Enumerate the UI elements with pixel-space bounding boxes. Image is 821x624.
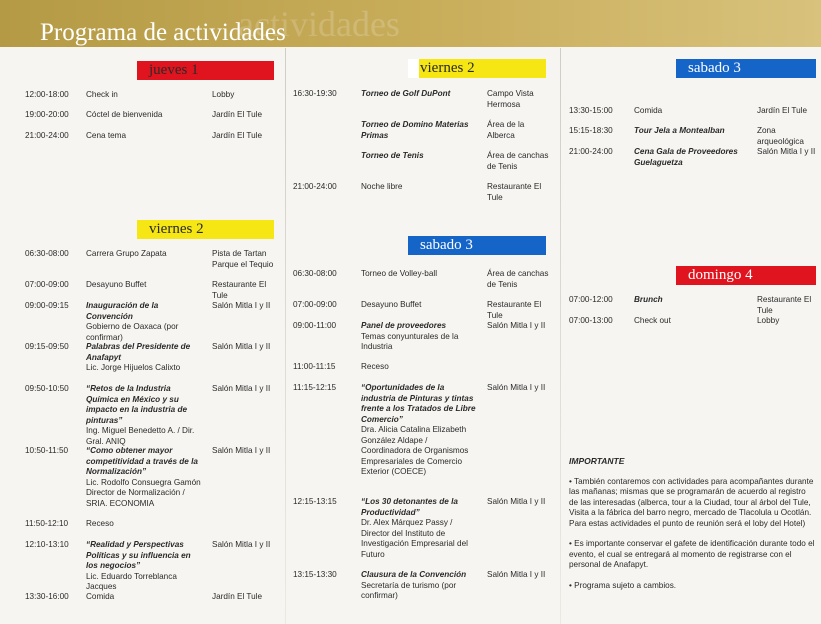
row-event: Desayuno Buffet (361, 300, 422, 309)
row-event (361, 570, 479, 602)
row-location: Restaurante El Tule (212, 280, 267, 300)
column-2 (293, 48, 555, 624)
row-location: Restaurante El Tule (487, 182, 542, 202)
event-detail: Gobierno de Oaxaca (por confirmar) (86, 322, 179, 342)
row-event: Cóctel de bienvenida (86, 110, 163, 119)
row-location: Jardín El Tule (212, 110, 263, 119)
row-event: Torneo de Volley-ball (361, 269, 438, 278)
row-time: 16:30-19:30 (293, 89, 337, 98)
row-time: 11:00-11:15 (293, 362, 336, 371)
row-event: Desayuno Buffet (86, 280, 147, 289)
day-label: viernes 2 (149, 221, 204, 237)
event-detail: Dra. Alicia Catalina Elizabeth González Aldape / Coordinadora de Organismos Empresariales de Comercio Exterior (COECE) (361, 425, 469, 476)
row-event: Cena tema (86, 131, 127, 140)
row-event: Receso (86, 519, 114, 528)
row-event: Noche libre (361, 182, 403, 191)
event-title: Cena Gala de Proveedores Guelaguetza (634, 147, 738, 167)
importante-bullet: • También contaremos con actividades para acompañantes durante las mañanas; mismas que se programarán de acuerdo al registro de las interesadas (alberca, tour a la Ciudad, tour al árbol del Tule, Visita a la fábrica del barro negro, mercado de Tlacolula u Ocotlán. Para estas actividades el punto de reunión será el loby del Hotel) (569, 476, 814, 528)
banner-ghost-text: actividades (238, 4, 400, 44)
row-event: Check in (86, 90, 118, 99)
importante-bullet: • Programa sujeto a cambios. (569, 580, 677, 590)
event-title: Tour Jela a Montealban (634, 126, 725, 135)
column-1 (25, 48, 277, 624)
row-time: 21:00-24:00 (293, 182, 337, 191)
row-event: Carrera Grupo Zapata (86, 249, 167, 258)
row-time: 13:15-13:30 (293, 570, 337, 579)
row-location: Restaurante El Tule (757, 295, 812, 315)
day-header-sabado (408, 236, 546, 255)
row-location: Restaurante El Tule (487, 300, 542, 320)
importante-title: IMPORTANTE (569, 456, 625, 466)
event-title: Brunch (634, 295, 663, 304)
row-location: Pista de Tartan Parque el Tequio (212, 249, 274, 269)
row-time: 21:00-24:00 (25, 131, 69, 140)
row-time: 11:15-12:15 (293, 383, 337, 392)
day-label: domingo 4 (688, 267, 753, 283)
row-location: Jardín El Tule (212, 131, 263, 140)
row-event (361, 321, 479, 353)
row-location: Salón Mitla I y II (487, 497, 546, 506)
row-location: Área de canchas de Tenis (487, 151, 549, 171)
row-location: Salón Mitla I y II (212, 446, 271, 455)
event-title: “Retos de la Industria Química en México y su impacto en la industria de pinturas” (86, 384, 188, 425)
event-detail: Lic. Eduardo Torreblanca Jacques (86, 571, 177, 591)
row-time: 13:30-16:00 (25, 592, 69, 601)
column-divider (560, 48, 561, 624)
event-detail: Lic. Rodolfo Consuegra Gamón Director de Normalización / SRIA. ECONOMIA (86, 477, 201, 508)
row-time: 06:30-08:00 (25, 249, 69, 258)
row-location: Jardín El Tule (212, 592, 263, 601)
row-time: 12:10-13:10 (25, 540, 69, 549)
event-detail: Lic. Jorge Hijuelos Calixto (86, 363, 181, 372)
row-time: 09:00-09:15 (25, 301, 69, 310)
row-location: Salón Mitla I y II (487, 383, 546, 392)
row-location: Campo Vista Hermosa (487, 89, 534, 109)
row-time: 11:50-12:10 (25, 519, 69, 528)
event-title: Torneo de Tenis (361, 151, 424, 160)
row-event (634, 295, 750, 306)
row-event: Check out (634, 316, 671, 325)
row-event (86, 540, 204, 593)
row-location: Lobby (212, 90, 235, 99)
header-banner (0, 0, 821, 47)
day-header-jueves (137, 61, 274, 80)
event-title: Torneo de Domino Materias Primas (361, 120, 469, 140)
importante-box (569, 456, 815, 591)
page-title: Programa de actividades (40, 19, 286, 46)
row-location: Zona arqueológica (757, 126, 804, 146)
row-time: 12:00-18:00 (25, 90, 69, 99)
row-event: Comida (86, 592, 115, 601)
row-location: Salón Mitla I y II (212, 342, 271, 351)
event-title: Panel de proveedores (361, 321, 447, 330)
column-divider (285, 48, 286, 624)
event-detail: Ing. Miguel Benedetto A. / Dir. Gral. ANIQ (86, 426, 195, 446)
row-event (86, 301, 204, 343)
day-label: sabado 3 (688, 60, 741, 76)
row-event: Receso (361, 362, 389, 371)
row-location: Salón Mitla I y II (212, 384, 271, 393)
event-title: Inauguración de la Convención (86, 301, 159, 321)
day-header-viernes (408, 59, 546, 78)
event-title: “Los 30 detonantes de la Productividad” (361, 497, 458, 517)
row-location: Lobby (757, 316, 780, 325)
row-time: 07:00-09:00 (25, 280, 69, 289)
row-time: 09:00-11:00 (293, 321, 337, 330)
row-event (86, 384, 204, 447)
event-title: Torneo de Golf DuPont (361, 89, 451, 98)
row-time: 09:50-10:50 (25, 384, 69, 393)
row-event: Comida (634, 106, 663, 115)
row-time: 07:00-13:00 (569, 316, 613, 325)
row-time: 15:15-18:30 (569, 126, 613, 135)
row-time: 07:00-09:00 (293, 300, 337, 309)
event-title: “Oportunidades de la industria de Pinturas y tintas frente a los Tratados de Libre Comercio” (361, 383, 476, 424)
row-location: Salón Mitla I y II (212, 301, 271, 310)
row-location: Salón Mitla I y II (487, 570, 546, 579)
event-title: Palabras del Presidente de Anafapyt (86, 342, 191, 362)
row-time: 06:30-08:00 (293, 269, 337, 278)
row-location: Salón Mitla I y II (212, 540, 271, 549)
day-header-domingo (676, 266, 816, 285)
row-time: 07:00-12:00 (569, 295, 613, 304)
event-title: Clausura de la Convención (361, 570, 467, 579)
day-label: sabado 3 (420, 237, 473, 253)
row-location: Área de canchas de Tenis (487, 269, 549, 289)
row-location: Área de la Alberca (487, 120, 525, 140)
row-time: 19:00-20:00 (25, 110, 69, 119)
row-event (634, 126, 750, 137)
row-location: Jardín El Tule (757, 106, 808, 115)
row-time: 12:15-13:15 (293, 497, 337, 506)
event-title: “Como obtener mayor competitividad a través de la Normalización” (86, 446, 198, 476)
day-header-sabado (676, 59, 816, 78)
importante-bullet: • Es importante conservar el gafete de identificación durante todo el evento, el cual se entregará al momento de registrarse con el personal de Anafapyt. (569, 539, 815, 569)
row-time: 09:15-09:50 (25, 342, 69, 351)
row-event (86, 342, 204, 374)
row-event (361, 120, 479, 141)
event-title: “Realidad y Perspectivas Políticas y su influencia en los negocios” (86, 540, 191, 570)
day-label: viernes 2 (420, 60, 475, 76)
row-event (361, 89, 479, 100)
row-event (361, 383, 479, 478)
row-time: 13:30-15:00 (569, 106, 613, 115)
event-detail: Dr. Alex Márquez Passy / Director del Instituto de Investigación Empresarial del Futuro (361, 518, 468, 559)
row-event (361, 497, 479, 560)
row-location: Salón Mitla I y II (487, 321, 546, 330)
row-time: 21:00-24:00 (569, 147, 613, 156)
event-detail: Secretaría de turismo (por confirmar) (361, 580, 457, 600)
row-event (86, 446, 204, 509)
row-time: 10:50-11:50 (25, 446, 69, 455)
row-event (361, 151, 479, 162)
column-3 (569, 48, 821, 624)
event-detail: Temas conyunturales de la Industria (361, 331, 459, 351)
row-location: Salón Mitla I y II (757, 147, 816, 156)
day-header-viernes (137, 220, 274, 239)
day-label: jueves 1 (149, 62, 199, 78)
row-event (634, 147, 750, 168)
